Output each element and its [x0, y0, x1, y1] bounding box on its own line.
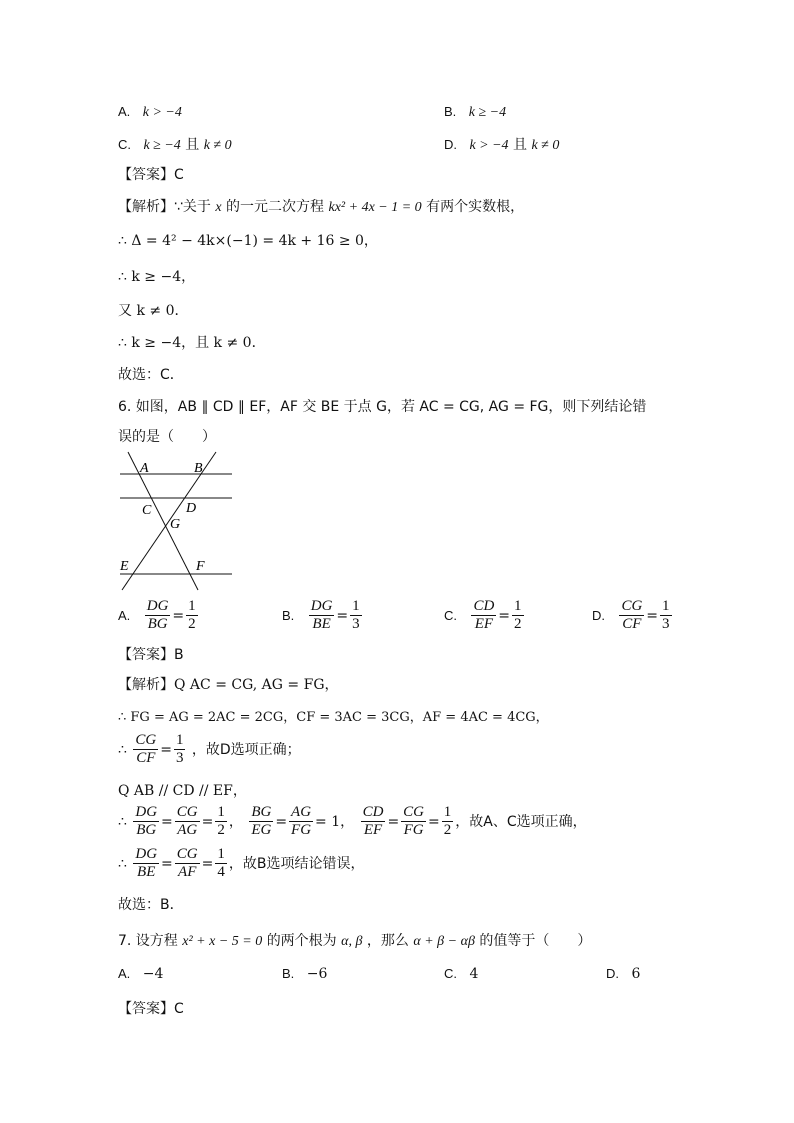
q7-option-c-value: 4 [469, 966, 479, 982]
q7-option-b-label: B. [282, 966, 295, 981]
q5-analysis [118, 196, 524, 216]
q6-a6-v-den: 4 [217, 864, 225, 881]
q6-a-vden: 2 [188, 616, 196, 633]
q6-a6-f1-den: BE [137, 864, 156, 881]
q5-option-d-math2: k ≠ 0 [531, 138, 560, 153]
q6-a5-f1-num: DG [133, 804, 159, 822]
q6-analysis-4: Q AB // CD // EF， [118, 783, 247, 799]
q7-option-a [118, 966, 163, 982]
q6-a5-prefix: ∴ [118, 813, 127, 830]
q7-answer: 【答案】C [118, 1001, 184, 1017]
q7-stem-mid2: ，那么 [366, 933, 409, 949]
q6-a5-v3-num: 1 [442, 804, 454, 822]
q7-stem-mid: 的两个根为 [266, 933, 337, 949]
q5-analysis-eq: kx² + 4x − 1 = 0 [328, 200, 422, 215]
q6-option-c [444, 598, 526, 634]
q6-a3-vden: 3 [175, 750, 184, 767]
label-g: G [170, 517, 181, 532]
q6-a5-f4-den: FG [291, 822, 312, 839]
q6-a6-f2-den: AF [178, 864, 197, 881]
q6-a3-eq: = [160, 741, 172, 758]
q7-option-d-value: 6 [631, 966, 641, 982]
q6-a5-f3-num: BG [249, 804, 273, 822]
q6-analysis-6: ∴ $\frac{DG}{BE}$ = $\frac{CG}{AF}$ = $\frac{1}{4}$ ，故B选项结论错误， [118, 846, 365, 881]
q6-a5-v1-num: 1 [215, 804, 227, 822]
q6-b-num: DG [309, 598, 335, 616]
label-b: B [194, 461, 203, 476]
q6-a6-tail: ，故B选项结论错误， [228, 855, 365, 872]
label-f: F [196, 559, 205, 574]
q6-d-vnum: 1 [660, 598, 672, 616]
q6-a5-f5-num: CD [361, 804, 386, 822]
q6-option-a-label: A. [118, 607, 131, 623]
q6-a6-v-num: 1 [215, 846, 227, 864]
q7-option-d-label: D. [606, 966, 619, 981]
q6-c-den: EF [474, 616, 494, 633]
q6-figure [116, 450, 236, 592]
q6-analysis-1: 【解析】Q AC = CG, AG = FG， [118, 677, 339, 693]
q6-option-b-label: B. [282, 607, 295, 623]
q7-stem [118, 930, 591, 950]
q6-a6-f2-num: CG [175, 846, 200, 864]
q6-stem-line2: 误的是（ ） [118, 429, 216, 445]
q7-stem-tail: 的值等于（ ） [479, 933, 592, 949]
q5-analysis-x: x [215, 200, 222, 215]
q5-option-d-and: 且 [513, 137, 528, 153]
q6-b-den: BE [312, 616, 331, 633]
q5-conclusion: 故选：C． [118, 367, 184, 383]
q6-d-den: CF [622, 616, 642, 633]
q7-option-a-label: A. [118, 966, 131, 981]
q5-option-b-math: k ≥ −4 [468, 105, 507, 120]
q5-option-c [118, 134, 232, 154]
q6-option-a [118, 598, 200, 634]
q6-c-vden: 2 [514, 616, 522, 633]
q5-option-a [118, 104, 182, 121]
q5-step2: ∴ k ≥ −4， [118, 269, 196, 285]
q6-d-vden: 3 [662, 616, 670, 633]
label-d: D [186, 501, 197, 516]
q7-option-b-value: −6 [306, 966, 328, 982]
q6-c-vnum: 1 [512, 598, 524, 616]
q6-a5-f1-den: BG [136, 822, 157, 839]
q6-option-d [592, 598, 674, 634]
q6-a5-v2: = 1， [315, 813, 355, 830]
q5-option-a-label: A. [118, 104, 131, 119]
q7-stem-prefix: 7. 设方程 [118, 933, 178, 949]
q6-a-den: BG [147, 616, 168, 633]
q6-a5-tail: ，故A、C选项正确， [455, 813, 587, 830]
q5-option-d [444, 134, 559, 154]
q7-option-d [606, 966, 640, 982]
label-a: A [140, 461, 149, 476]
q6-a5-f3-den: EG [251, 822, 272, 839]
q6-analysis-5: ∴ $\frac{DG}{BG}$ = $\frac{CG}{AG}$ = $\frac{1}{2}$ ， $\frac{BG}{EG}$ = $\frac{AG}{FG}$ = 1， $\frac{CD}{EF}$ = $\frac{CG}{FG}$ = $\frac{1}{2}$ ，故A、C选项正确， [118, 804, 587, 839]
q7-option-a-value: −4 [142, 966, 164, 982]
label-e: E [120, 559, 129, 574]
q6-d-eq: = [646, 607, 659, 624]
q6-a5-f4-num: AG [289, 804, 313, 822]
q5-option-c-label: C. [118, 137, 131, 152]
q6-a5-f6-den: FG [403, 822, 424, 839]
q6-a5-v3-den: 2 [443, 822, 452, 839]
q5-option-c-math2: k ≠ 0 [203, 138, 232, 153]
q6-option-c-label: C. [444, 607, 457, 623]
q6-a3-den: CF [136, 750, 156, 767]
q5-step4: ∴ k ≥ −4，且 k ≠ 0． [118, 335, 266, 351]
q5-option-d-label: D. [444, 137, 457, 152]
q6-d-num: CG [619, 598, 644, 616]
q6-a6-f1-num: DG [133, 846, 159, 864]
q6-a3-num: CG [133, 732, 158, 750]
q7-stem-roots: α, β [341, 934, 363, 949]
q6-stem-line1: 6. 如图，AB ∥ CD ∥ EF，AF 交 BE 于点 G，若 AC = CG, AG = FG，则下列结论错 [118, 399, 647, 415]
q5-option-b-label: B. [444, 104, 457, 119]
q5-option-d-math1: k > −4 [469, 138, 509, 153]
q6-a-vnum: 1 [186, 598, 198, 616]
q7-option-b [282, 966, 327, 982]
q7-stem-expr: α + β − αβ [413, 934, 475, 949]
q5-option-b [444, 104, 506, 121]
q6-a-eq: = [172, 607, 185, 624]
q7-stem-eq: x² + x − 5 = 0 [182, 934, 263, 949]
q5-analysis-mid: 的一元二次方程 [226, 199, 325, 215]
q5-step3: 又 k ≠ 0． [118, 303, 189, 319]
q5-analysis-tail: 有两个实数根， [426, 199, 525, 215]
q7-option-c [444, 966, 478, 982]
q6-a3-vnum: 1 [174, 732, 186, 750]
q5-answer: 【答案】C [118, 167, 184, 183]
line-af [128, 452, 198, 590]
q7-option-c-label: C. [444, 966, 457, 981]
q6-a3-prefix: ∴ [118, 741, 127, 758]
q6-a5-f2-den: AG [177, 822, 198, 839]
q6-c-num: CD [471, 598, 496, 616]
q5-option-c-and: 且 [185, 137, 200, 153]
q6-b-eq: = [336, 607, 349, 624]
q5-analysis-head: 【解析】∵关于 [118, 199, 211, 215]
q6-b-vnum: 1 [350, 598, 362, 616]
label-c: C [142, 503, 152, 518]
q6-answer: 【答案】B [118, 647, 184, 663]
q6-option-b [282, 598, 364, 634]
q6-a5-f2-num: CG [175, 804, 200, 822]
q6-analysis-2: ∴ FG = AG = 2AC = 2CG，CF = 3AC = 3CG，AF = 4AC = 4CG， [118, 710, 549, 725]
q6-b-vden: 3 [352, 616, 360, 633]
q6-option-d-label: D. [592, 607, 605, 623]
q6-a-num: DG [145, 598, 171, 616]
q6-conclusion: 故选：B． [118, 897, 184, 913]
q5-option-a-math: k > −4 [142, 105, 182, 120]
q6-analysis-3 [118, 732, 301, 768]
q6-a5-f6-num: CG [401, 804, 426, 822]
q6-c-eq: = [498, 607, 511, 624]
q5-option-c-math1: k ≥ −4 [143, 138, 181, 153]
q5-step1: ∴ Δ = 4² − 4k×(−1) = 4k + 16 ≥ 0， [118, 233, 378, 249]
q6-a3-tail: ，故D选项正确； [191, 741, 301, 758]
q6-a5-v1-den: 2 [217, 822, 225, 839]
q6-a6-prefix: ∴ [118, 855, 127, 872]
q6-a5-f5-den: EF [363, 822, 383, 839]
